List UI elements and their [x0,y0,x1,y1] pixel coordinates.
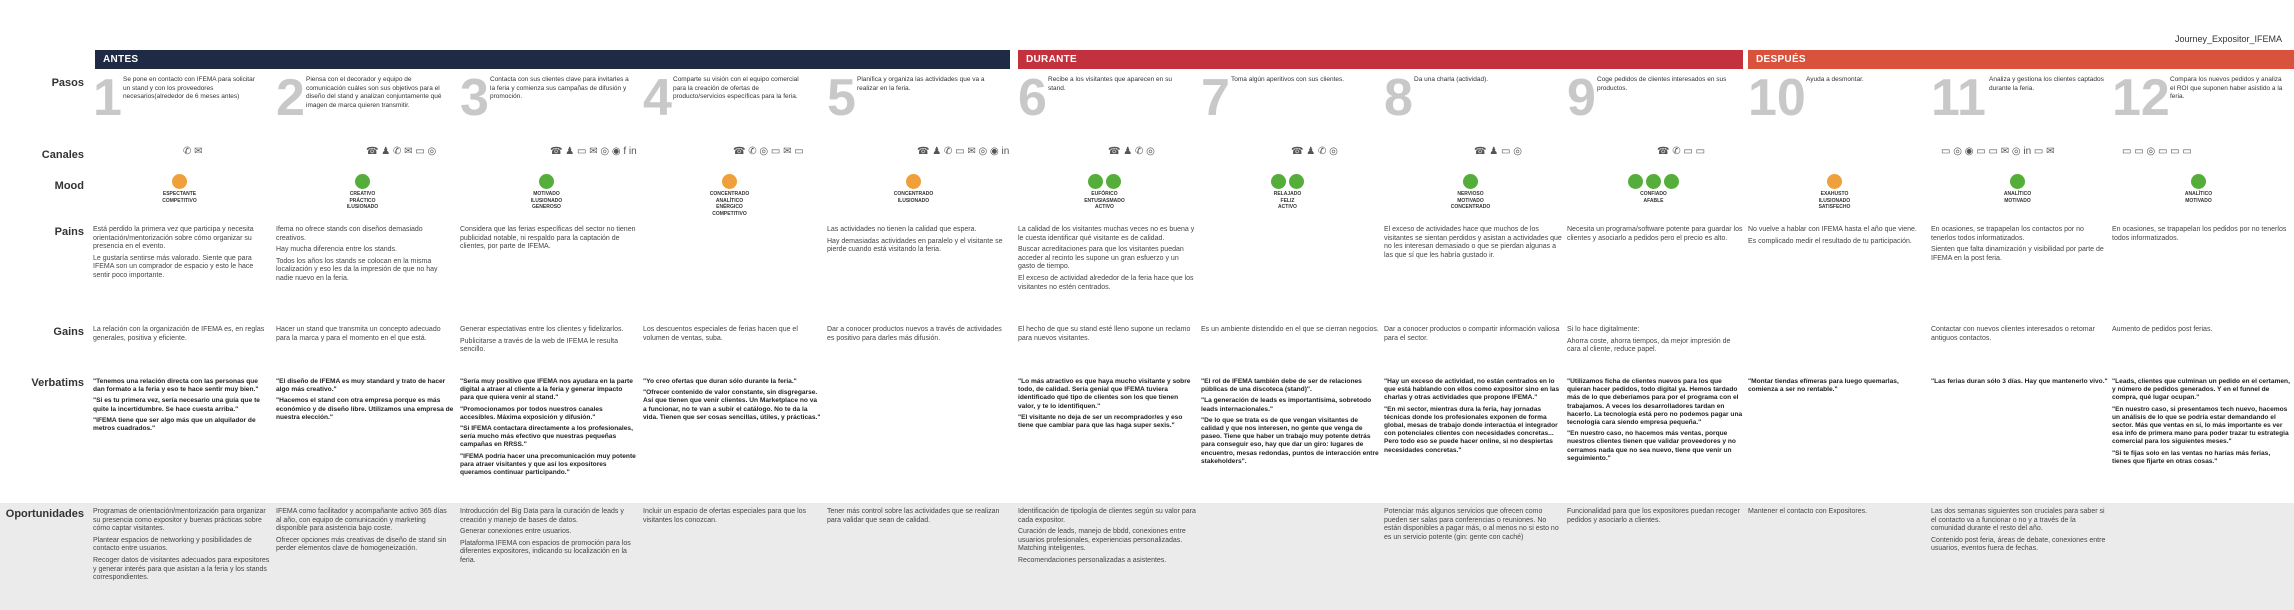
mood-dot-green [1289,174,1304,189]
gains-text: Generar espectativas entre los clientes y fidelizarlos. [460,326,624,333]
gains-cell [276,326,454,346]
pains-text: Las actividades no tienen la calidad que espera. [827,226,977,233]
mood-cell [1562,174,1745,204]
opportunities-text: Contenido post feria, áreas de debate, conexiones entre usuarios, eventos fuera de fechas. [1931,536,2106,553]
opportunities-text: Mantener el contacto con Expositores. [1748,508,1868,515]
phase-durante: DURANTE [1018,50,1743,69]
opportunities-text: Funcionalidad para que los expositores puedan recoger pedidos y asociarlo a clientes. [1567,508,1740,524]
opportunities-text: Ofrecer opciones más creativas de diseño de stand sin perder elementos clave de homogeneización. [276,536,447,553]
pains-cell [460,226,638,255]
mood-cell [1196,174,1379,211]
mood-words: ESPECTANTE COMPETITIVO [162,191,197,204]
pains-text: Es complicado medir el resultado de tu participación. [1748,237,1912,245]
verbatims-text: "IFEMA podría hacer una precomunicación muy potente para atraer visitantes y que así los expositores queramos continuar participando." [460,452,636,477]
step-7 [1201,69,1379,132]
step-description: Toma algún aperitivos con sus clientes. [1231,76,1345,83]
step-5 [827,69,1005,132]
gains-text: Hacer un stand que transmita un concepto adecuado para la marca y para el momento en el que está. [276,326,441,342]
gains-cell [1567,326,1745,358]
opportunities-cell [1018,508,1196,569]
mood-dots [1196,174,1379,189]
mood-dot-orange [172,174,187,189]
opportunities-cell [1748,508,1926,520]
verbatims-text: "El rol de IFEMA también debe de ser de relaciones públicas de una discoteca (stand)". [1201,378,1362,394]
gains-text: Si lo hace digitalmente: [1567,326,1640,333]
verbatims-cell [1748,378,1926,397]
channel-icons: ☎ ♟ ▭ ◎ [1474,146,1522,157]
pains-text: Ifema no ofrece stands con diseños demasiado creativos. [276,226,423,242]
step-11 [1931,69,2109,132]
opportunities-cell [276,508,454,557]
verbatims-text: "Si es tu primera vez, sería necesario una guía que te quite la incertidumbre. Se hace cuesta arriba." [93,397,260,413]
opportunities-text: Plataforma IFEMA con espacios de promoción para los diferentes expositores, indicando su localización en la feria. [460,539,631,564]
row-label-gains: Gains [53,326,84,338]
gains-cell [1201,326,1379,338]
gains-cell [1931,326,2109,346]
verbatims-text: "IFEMA tiene que ser algo más que un alquilador de metros cuadrados." [93,416,256,433]
mood-dot-green [1646,174,1661,189]
mood-dot-green [2191,174,2206,189]
opportunities-text: Las dos semanas siguientes son cruciales para saber si el contacto va a funcionar o no y a través de la comunidad durante el resto del año. [1931,508,2105,533]
mood-words: EXAHUSTO ILUSIONADO SATISFECHO [1818,191,1851,210]
verbatims-cell [1567,378,1745,466]
gains-cell [643,326,821,346]
verbatims-text: "Sería muy positivo que IFEMA nos ayudara en la parte digital a atraer al cliente a la feria y generar impacto para que quiera venir al stand." [460,378,633,402]
mood-words: MOTIVADO ILUSIONADO GENEROSO [530,191,563,210]
step-description: Recibe a los visitantes que aparecen en su stand. [1048,76,1172,92]
verbatims-text: "El diseño de IFEMA es muy standard y trato de hacer algo más creativo." [276,378,446,394]
verbatims-text: "Si IFEMA contactara directamente a los profesionales, sería mucho más efectivo que nuestras pequeñas campañas en RRSS." [460,425,633,449]
mood-dot-green [1664,174,1679,189]
opportunities-cell [1567,508,1745,528]
row-label-canales: Canales [41,149,84,161]
pains-cell [1384,226,1562,263]
mood-cell [638,174,821,217]
channel-icons: ✆ ✉ [183,146,203,157]
verbatims-cell [93,378,271,436]
pains-text: Considera que las ferias específicas del sector no tienen publicidad notable, ni respaldo para la captación de clientes, por parte de IFEMA. [460,226,636,251]
mood-cell [1743,174,1926,211]
verbatims-cell [276,378,454,425]
gains-text: Contactar con nuevos clientes interesados o retomar antiguos contactos. [1931,326,2095,342]
step-description: Coge pedidos de clientes interesados en sus productos. [1597,76,1727,92]
gains-cell [2112,326,2290,338]
step-1 [93,69,271,132]
mood-dots [638,174,821,189]
pains-cell [276,226,454,287]
verbatims-text: "Promocionamos por todos nuestros canales accesibles. Máxima exposición y difusión." [460,405,603,421]
gains-cell [827,326,1005,346]
opportunities-text: Programas de orientación/mentorización para organizar su presencia como expositor y buenas prácticas sobre cómo captar visitantes. [93,508,266,533]
opportunities-text: Plantear espacios de networking y posibilidades de contacto entre usuarios. [93,536,252,553]
mood-dot-green [355,174,370,189]
mood-words: CONCENTRADO ILUSIONADO [893,191,934,204]
row-label-oportunidades: Oportunidades [5,508,84,520]
step-4 [643,69,821,132]
mood-words: EUFÓRICO ENTUSIASMADO ACTIVO [1084,191,1125,210]
step-description: Compara los nuevos pedidos y analiza el ROI que suponen haber asistido a la feria. [2170,76,2283,100]
opportunities-text: Curación de leads, manejo de bbdd, conexiones entre usuarios profesionales, experiencias personalizadas. Matching inteligentes. [1018,528,1186,553]
pains-text: El exceso de actividades hace que muchos de los visitantes se sientan perdidos y asistan a actividades que no les interesan demasiado o que se pierdan algunas a las que sí que les habría gustado ir. [1384,226,1562,259]
channel-icons: ▭ ▭ ◎ ▭ ▭ ▭ [2122,146,2192,157]
gains-text: La relación con la organización de IFEMA es, en reglas generales, positiva y eficiente. [93,326,265,342]
verbatims-text: "Yo creo ofertas que duran sólo durante la feria." [643,378,797,385]
mood-dots [2107,174,2290,189]
opportunities-text: Introducción del Big Data para la curación de leads y creación y manejo de bases de datos. [460,508,624,524]
mood-words: RELAJADO FELIZ ACTIVO [1273,191,1302,210]
step-2 [276,69,454,132]
step-description: Analiza y gestiona los clientes captados durante la feria. [1989,76,2104,92]
pains-text: El exceso de actividad alrededor de la feria hace que los visitantes no estén centrados. [1018,274,1194,291]
pains-cell [1748,226,1926,249]
mood-dots [1379,174,1562,189]
pains-text: En ocasiones, se trapapelan los pedidos por no tenerlos todos informatizados. [2112,226,2287,242]
document-title: Journey_Expositor_IFEMA [2174,34,2282,44]
phase-despues: DESPUÉS [1748,50,2294,69]
verbatims-text: "Leads, clientes que culminan un pedido en el certamen, y número de pedidos generados. Y en el funnel de compra, qué lugar ocupan." [2112,378,2290,402]
step-10 [1748,69,1926,132]
mood-words: ANALÍTICO MOTIVADO [2003,191,2032,204]
pains-cell [1018,226,1196,295]
step-description: Contacta con sus clientes clave para invitarles a la feria y comienza sus campañas de difusión y promoción. [490,76,629,100]
mood-dots [271,174,454,189]
opportunities-text: Potenciar más algunos servicios que ofrecen como pueden ser salas para conferencias o reuniones. No están disponibles a pagar más, o al menos no si esto no es un servicio potente (gin: gente con caché) [1384,508,1559,541]
channel-icons: ▭ ◎ ◉ ▭ ▭ ✉ ◎ in ▭ ✉ [1941,146,2055,157]
step-number: 7 [1201,69,1230,127]
mood-cell [1379,174,1562,211]
verbatims-text: "Utilizamos ficha de clientes nuevos para los que quieran hacer pedidos, todo digital ya. Hemos tardado más de lo que deberíamos para por el programa con el trabajamos. A veces los desarrolladores tardan en hacerlo. La tecnología está pero no podemos pagar una tecnología cara siendo empresa pequeña." [1567,378,1743,427]
gains-text: Es un ambiente distendido en el que se cierran negocios. [1201,326,1379,333]
verbatims-cell [1384,378,1562,458]
mood-dot-green [539,174,554,189]
opportunities-text: Incluir un espacio de ofertas especiales para que los visitantes los conozcan. [643,508,807,524]
verbatims-cell [460,378,638,480]
gains-cell [1384,326,1562,346]
channel-icons: ☎ ✆ ▭ ▭ [1657,146,1706,157]
mood-dot-green [1628,174,1643,189]
step-9 [1567,69,1745,132]
opportunities-cell [643,508,821,528]
pains-cell [1931,226,2109,266]
gains-text: Dar a conocer productos o compartir información valiosa para el sector. [1384,326,1560,342]
pains-cell [1567,226,1745,246]
mood-cell [271,174,454,211]
mood-dots [1743,174,1926,189]
pains-text: En ocasiones, se trapapelan los contactos por no tenerlos todos informatizados. [1931,226,2084,242]
verbatims-text: "En nuestro caso, no hacemos más ventas, porque nuestros clientes tienen que validar proveedores y no cerramos nada que no sea nuevo, tiene que venir un seguimiento." [1567,430,1736,462]
verbatims-text: "Tenemos una relación directa con las personas que dan formato a la feria y eso te hace sentir muy bien." [93,378,259,394]
verbatims-text: "La generación de leads es importantísima, sobretodo leads internacionales." [1201,397,1372,413]
step-description: Comparte su visión con el equipo comercial para la creación de ofertas de producto/servicios específicas para la feria. [673,76,799,100]
mood-dots [455,174,638,189]
row-label-pasos: Pasos [51,77,84,89]
opportunities-cell [827,508,1005,528]
gains-text: Ahorra coste, ahorra tiempos, da mejor impresión de cara al cliente, reduce papel. [1567,337,1731,354]
mood-words: CREATIVO PRÁCTICO ILUSIONADO [346,191,379,210]
step-description: Se pone en contacto con IFEMA para solicitar un stand y con los proveedores necesarios(alrededor de 6 meses antes) [123,76,255,100]
channel-icons: ☎ ♟ ▭ ✉ ◎ ◉ f in [550,146,637,157]
row-label-verbatims: Verbatims [31,377,84,389]
gains-cell [460,326,638,358]
channel-icons: ☎ ♟ ✆ ◎ [1108,146,1155,157]
verbatims-cell [1931,378,2109,389]
gains-cell [1018,326,1196,346]
mood-dots [1562,174,1745,189]
pains-text: Hay demasiadas actividades en paralelo y el visitante se pierde cuando está visitando la feria. [827,237,1003,254]
pains-text: Buscar acreditaciones para que los visitantes puedan acceder al recinto les supone un gran esfuerzo y un gasto de tiempo. [1018,246,1184,271]
pains-text: Le gustaría sentirse más valorado. Siente que para IFEMA son un comprador de espacio y esto le hace sentir poco importante. [93,254,254,279]
step-number: 9 [1567,69,1596,127]
phase-antes: ANTES [95,50,1010,69]
channel-icons: ☎ ♟ ✆ ◎ [1291,146,1338,157]
opportunities-text: Recomendaciones personalizadas a asistentes. [1018,556,1167,564]
step-number: 12 [2112,69,2170,127]
mood-cell [1013,174,1196,211]
opportunities-text: Identificación de tipología de clientes según su valor para cada expositor. [1018,508,1196,524]
channel-icons: ☎ ♟ ✆ ✉ ▭ ◎ [366,146,437,157]
mood-cell [2107,174,2290,204]
mood-dot-orange [722,174,737,189]
step-description: Ayuda a desmontar. [1806,76,1864,83]
mood-dots [1013,174,1196,189]
step-number: 11 [1931,69,1986,127]
verbatims-cell [2112,378,2290,469]
pains-text: Hay mucha diferencia entre los stands. [276,246,398,254]
step-description: Piensa con el decorador y equipo de comunicación cuáles son sus objetivos para el diseño del stand y analizan conjuntamente qué imagen de marca quieren transmitir. [306,76,442,109]
mood-dot-green [1271,174,1286,189]
step-number: 4 [643,69,672,127]
opportunities-text: Tener más control sobre las actividades que se realizan para validar que sean de calidad. [827,508,1000,524]
opportunities-text: Recoger datos de visitantes adecuados para expositores y generar interés para que asistan a la feria y los stands correspondientes. [93,556,270,582]
step-8 [1384,69,1562,132]
opportunities-cell [1931,508,2109,557]
opportunities-cell [1384,508,1562,545]
mood-dots [1926,174,2109,189]
mood-dot-orange [906,174,921,189]
pains-cell [2112,226,2290,246]
verbatims-text: "Ofrecer contenido de valor constante, sin disgregarse. Así que tienen que venir clientes. Un Marketplace no va a funcionar, no te van a subir el catálogo. No te da la vida. Tienen que ser cosas sencillas, útiles, y prácticas." [643,389,821,421]
opportunities-cell [460,508,638,569]
row-label-mood: Mood [54,180,84,192]
verbatims-text: "El visitante no deja de ser un recomprador/es y eso tiene que cambiar para que las haga super sexis." [1018,413,1183,430]
pains-text: No vuelve a hablar con IFEMA hasta el año que viene. [1748,226,1917,233]
gains-text: Los descuentos especiales de ferias hacen que el volumen de ventas, suba. [643,326,798,342]
verbatims-text: "En mi sector, mientras dura la feria, hay jornadas técnicas donde los profesionales exponen de forma global, mesas de trabajo donde interactúa el integrador con potenciales clientes con necesidades concretas... Pero todo eso se puede hacer online, si no despiertas necesidades concretas." [1384,405,1558,454]
mood-cell [88,174,271,204]
step-3 [460,69,638,132]
pains-cell [827,226,1005,258]
mood-dots [88,174,271,189]
step-number: 8 [1384,69,1413,127]
channel-icons: ☎ ♟ ✆ ▭ ✉ ◎ ◉ in [917,146,1010,157]
opportunities-text: Generar conexiones entre usuarios. [460,528,572,536]
mood-cell [455,174,638,211]
mood-cell [822,174,1005,204]
mood-dot-green [2010,174,2025,189]
step-number: 5 [827,69,856,127]
verbatims-text: "Las ferias duran sólo 3 días. Hay que mantenerlo vivo." [1931,378,2108,385]
gains-text: Publicitarse a través de la web de IFEMA le resulta sencillo. [460,337,618,354]
step-number: 1 [93,69,122,127]
mood-dots [822,174,1005,189]
mood-cell [1926,174,2109,204]
channel-icons: ☎ ✆ ◎ ▭ ✉ ▭ [733,146,804,157]
step-number: 3 [460,69,489,127]
mood-words: CONFIADO AFABLE [1640,191,1667,204]
mood-dot-green [1106,174,1121,189]
verbatims-text: "Lo más atractivo es que haya mucho visitante y sobre todo, de calidad. Sería genial que IFEMA tuviera identificado qué tipo de clientes son los que tienen valor, y te lo identifiquen." [1018,378,1191,410]
step-number: 2 [276,69,305,127]
opportunities-cell [93,508,271,586]
gains-text: Dar a conocer productos nuevos a través de actividades es positivo para darles más difusión. [827,326,1002,342]
step-description: Da una charla (actividad). [1414,76,1489,83]
mood-words: ANALÍTICO MOTIVADO [2184,191,2213,204]
step-6 [1018,69,1196,132]
pains-text: Sienten que falta dinamización y visibilidad por parte de IFEMA en la post feria. [1931,246,2104,262]
verbatims-cell [1201,378,1379,469]
verbatims-text: "Hacemos el stand con otra empresa porque es más económico y de diseño libre. Utilizamos una empresa de nuestra elección." [276,397,454,421]
mood-words: NERVIOSO MOTIVADO CONCENTRADO [1450,191,1491,210]
mood-words: CONCENTRADO ANALÍTICO ENÉRGICO COMPETITIVO [709,191,750,217]
opportunities-text: IFEMA como facilitador y acompañante activo 365 días al año, con equipo de comunicación y marketing disponible para asistencia bajo coste. [276,508,447,533]
verbatims-text: "De lo que se trata es de que vengan visitantes de calidad y que nos interesen, no gente que venga de paseo. Tiene que haber un trabajo muy potente detrás para conseguir eso, hay que dar un giro: lugares de encuentro, mesas redondas, puntos de interacción entre stakeholders". [1201,416,1379,465]
verbatims-cell [643,378,821,425]
mood-dot-orange [1827,174,1842,189]
mood-dot-green [1088,174,1103,189]
step-number: 10 [1748,69,1806,127]
step-number: 6 [1018,69,1047,127]
verbatims-text: "Hay un exceso de actividad, no están centrados en lo que está hablando con ellos como expositor sino en las charlas y otras actividades que propone IFEMA." [1384,378,1560,402]
pains-text: Está perdido la primera vez que participa y necesita orientación/mentorización sobre cómo organizar su presencia en el evento. [93,226,254,251]
pains-cell [93,226,271,284]
verbatims-text: "Si te fijas solo en las ventas no harías más ferias, tienes que fijarte en otras cosas." [2112,449,2271,465]
mood-dot-green [1463,174,1478,189]
verbatims-cell [1018,378,1196,433]
verbatims-text: "Montar tiendas efímeras para luego quemarlas, comienza a ser no rentable." [1748,378,1899,394]
step-12 [2112,69,2290,132]
gains-cell [93,326,271,346]
verbatims-text: "En nuestro caso, si presentamos tech nuevo, hacemos un análisis de lo que se podría estar demandando el sector. Más que ventas en sí, lo más importante es ver esa info de primera mano para poder trazar tu estrategia comercial para los siguientes meses." [2112,405,2289,446]
pains-text: Todos los años los stands se colocan en la misma localización y eso les da la impresión de que no hay nadie nuevo en la feria. [276,257,438,282]
pains-text: La calidad de los visitantes muchas veces no es buena y le cuesta identificar qué visitante es de calidad. [1018,226,1195,242]
row-label-pains: Pains [54,226,84,238]
gains-text: Aumento de pedidos post ferias. [2112,326,2213,333]
step-description: Planifica y organiza las actividades que va a realizar en la feria. [857,76,985,92]
pains-text: Necesita un programa/software potente para guardar los clientes y asociarlo a pedidos pero el precio es alto. [1567,226,1743,242]
gains-text: El hecho de que su stand esté lleno supone un reclamo para nuevos visitantes. [1018,326,1191,342]
